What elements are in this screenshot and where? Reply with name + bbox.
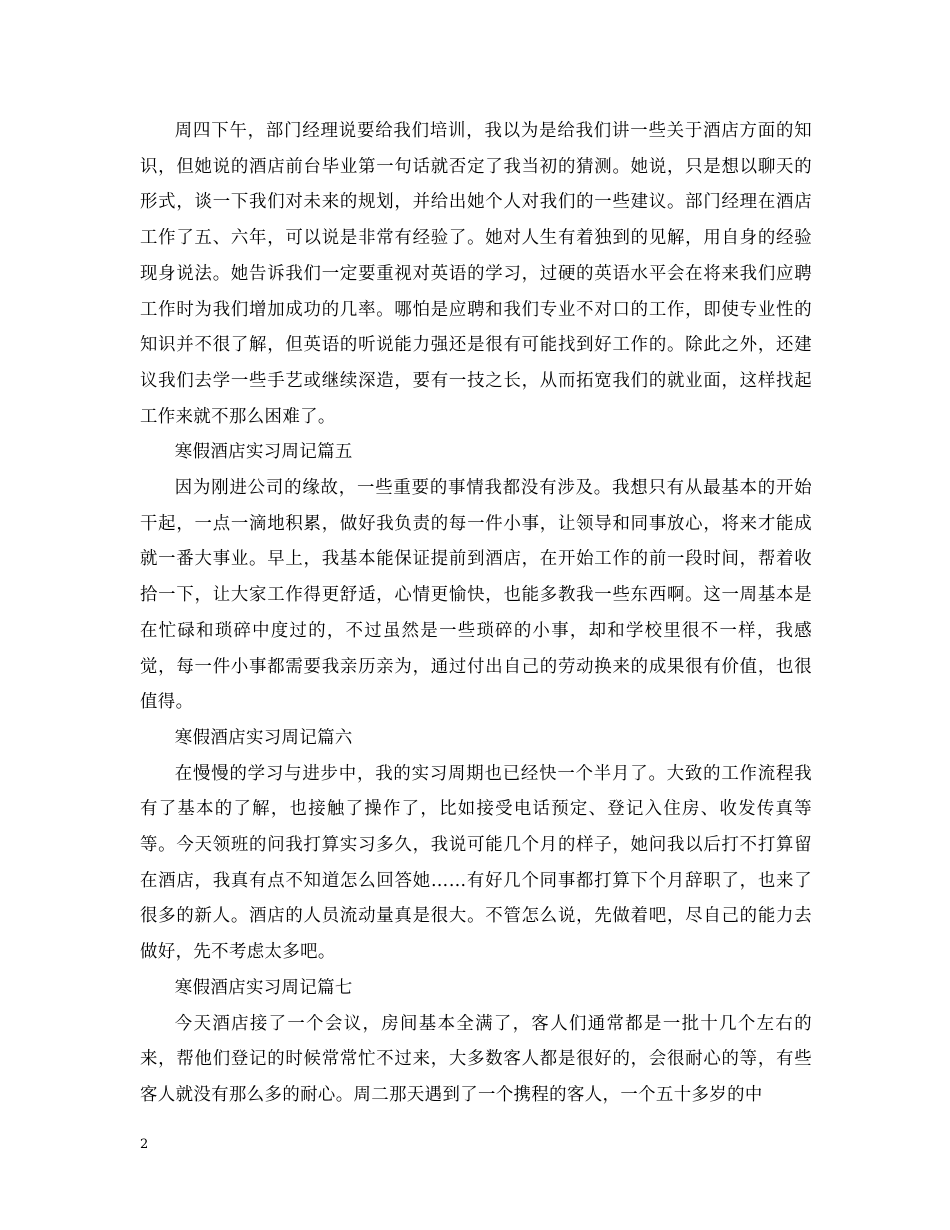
- paragraph-part-6: 在慢慢的学习与进步中，我的实习周期也已经快一个半月了。大致的工作流程我有了基本的了解，也接触了操作了，比如接受电话预定、登记入住房、收发传真等等。今天领班的问我打算实习多久，我说可能几个月的样子，她问我以后打不打算留在酒店，我真有点不知道怎么回答她……有好几个同事都打算下个月辞职了，也来了很多的新人。酒店的人员流动量真是很大。不管怎么说，先做着吧，尽自己的能力去做好，先不考虑太多吧。: [140, 763, 812, 963]
- section-heading-part-6: 寒假酒店实习周记篇六: [174, 727, 353, 748]
- paragraph-meeting-training: 周四下午，部门经理说要给我们培训，我以为是给我们讲一些关于酒店方面的知识，但她说的酒店前台毕业第一句话就否定了我当初的猜测。她说，只是想以聊天的形式，谈一下我们对未来的规划，并给出她个人对我们的一些建议。部门经理在酒店工作了五、六年，可以说是非常有经验了。她对人生有着独到的见解，用自身的经验现身说法。她告诉我们一定要重视对英语的学习，过硬的英语水平会在将来我们应聘工作时为我们增加成功的几率。哪怕是应聘和我们专业不对口的工作，即使专业性的知识并不很了解，但英语的听说能力强还是很有可能找到好工作的。除此之外，还建议我们去学一些手艺或继续深造，要有一技之长，从而拓宽我们的就业面，这样找起工作来就不那么困难了。: [140, 121, 812, 427]
- document-body: [140, 114, 812, 1114]
- paragraph-part-5: 因为刚进公司的缘故，一些重要的事情我都没有涉及。我想只有从最基本的开始干起，一点一滴地积累，做好我负责的每一件小事，让领导和同事放心，将来才能成就一番大事业。早上，我基本能保证提前到酒店，在开始工作的前一段时间，帮着收拾一下，让大家工作得更舒适，心情更愉快，也能多教我一些东西啊。这一周基本是在忙碌和琐碎中度过的，不过虽然是一些琐碎的小事，却和学校里很不一样，我感觉，每一件小事都需要我亲历亲为，通过付出自己的劳动换来的成果很有价值，也很值得。: [140, 478, 812, 713]
- page-number: 2: [140, 1137, 149, 1152]
- section-heading-part-7: 寒假酒店实习周记篇七: [174, 977, 353, 998]
- paragraph-part-7: 今天酒店接了一个会议，房间基本全满了，客人们通常都是一批十几个左右的来，帮他们登记的时候常常忙不过来，大多数客人都是很好的，会很耐心的等，有些客人就没有那么多的耐心。周二那天遇到了一个携程的客人，一个五十多岁的中: [140, 1013, 812, 1105]
- section-heading-part-5: 寒假酒店实习周记篇五: [174, 442, 353, 463]
